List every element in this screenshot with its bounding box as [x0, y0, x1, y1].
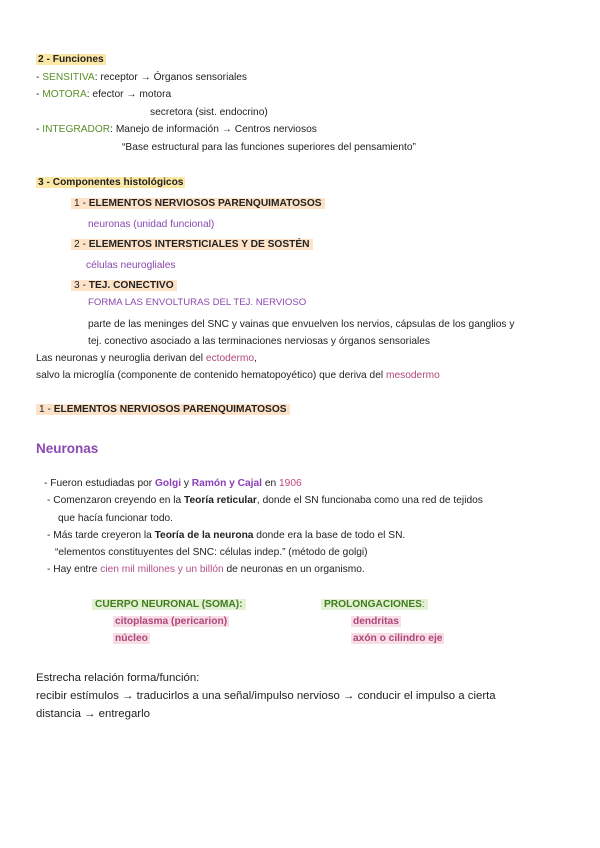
item2-heading: [71, 238, 313, 252]
neuronas-bullet-2: [47, 494, 483, 508]
parenq-num: 1 -: [39, 404, 51, 415]
item1-heading: [71, 197, 325, 211]
dendritas: dendritas: [353, 616, 399, 627]
neuronas-bullet-4: [47, 563, 365, 577]
year-1906: 1906: [279, 478, 302, 489]
cuerpo-neuronal-title: [92, 598, 246, 612]
parenquimatosos-heading: [36, 403, 290, 417]
cuerpo-item-2: [113, 632, 150, 646]
item3-heading: [71, 279, 177, 293]
neuronas-bullet-3: [47, 529, 405, 543]
item3-title: TEJ. CONECTIVO: [88, 280, 174, 291]
neuronas-bullet-1: [44, 477, 302, 491]
golgi: Golgi: [155, 478, 182, 489]
item3-desc-1: parte de las meninges del SNC y vainas que envuelven los nervios, cápsulas de los ganglios y: [88, 319, 515, 330]
b3-text: - Más tarde creyeron la: [47, 530, 155, 541]
item2-sub: células neurogliales: [86, 260, 176, 271]
b1-text: - Fueron estudiadas por: [44, 478, 155, 489]
item2-title: ELEMENTOS INTERSTICIALES Y DE SOSTÉN: [88, 239, 310, 250]
item3-sub: FORMA LAS ENVOLTURAS DEL TEJ. NERVIOSO: [88, 297, 307, 308]
dash: -: [36, 124, 43, 135]
integrador-line: [36, 123, 317, 137]
integrador-label: INTEGRADOR: [42, 124, 111, 135]
ectodermo: ectodermo: [205, 353, 255, 364]
ramon-y-cajal: Ramón y Cajal: [191, 478, 263, 489]
b2-text: - Comenzaron creyendo en la: [47, 495, 185, 506]
componentes-title: 3 - Componentes histológicos: [38, 177, 184, 188]
parenq-title: ELEMENTOS NERVIOSOS PARENQUIMATOSOS: [53, 404, 287, 415]
item3-num: 3 -: [74, 280, 86, 291]
prolong-title-text: PROLONGACIONES: [324, 599, 422, 610]
teoria-reticular: Teoría reticular: [184, 495, 257, 506]
origin2-text: salvo la microglía (componente de contenido hematopoyético) que deriva del: [36, 370, 386, 381]
b4-rest: de neuronas en un organismo.: [223, 564, 365, 575]
item1-num: 1 -: [74, 198, 86, 209]
axon: axón o cilindro eje: [353, 633, 443, 644]
neuronas-bullet-2-cont: que hacía funcionar todo.: [58, 513, 173, 524]
motora-text: : efector → motora: [86, 89, 172, 100]
sensitiva-label: SENSITIVA: [42, 72, 95, 83]
teoria-neurona: Teoría de la neurona: [154, 530, 254, 541]
funciones-heading: [36, 53, 106, 67]
funciones-title: 2 - Funciones: [38, 54, 104, 65]
cien-mil-millones: cien mil millones y un billón: [100, 564, 224, 575]
origin-line-1: [36, 352, 257, 366]
neuronas-heading: Neuronas: [36, 441, 99, 456]
estimulos-line: recibir estímulos → traducirlos a una señal/impulso nervioso → conducir el impulso a cierta: [36, 690, 496, 702]
origin1-comma: ,: [254, 353, 257, 364]
mesodermo: mesodermo: [385, 370, 440, 381]
nucleo: núcleo: [115, 633, 148, 644]
motora-line: [36, 88, 171, 102]
secretora-line: secretora (sist. endocrino): [150, 107, 268, 118]
cuerpo-title-text: CUERPO NEURONAL (SOMA):: [92, 599, 246, 610]
origin-line-2: [36, 369, 440, 383]
b4-text: - Hay entre: [47, 564, 101, 575]
prolong-item-1: [351, 615, 401, 629]
citoplasma: citoplasma (pericarion): [115, 616, 228, 627]
cuerpo-item-1: [113, 615, 229, 629]
sensitiva-text: : receptor → Órganos sensoriales: [94, 72, 248, 83]
entregarlo-line: distancia → entregarlo: [36, 708, 150, 720]
item1-sub: neuronas (unidad funcional): [88, 219, 215, 230]
prolong-colon: :: [421, 599, 425, 610]
b1-y: y: [181, 478, 192, 489]
item1-title: ELEMENTOS NERVIOSOS PARENQUIMATOSOS: [88, 198, 322, 209]
neuronas-bullet-3-cont: “elementos constituyentes del SNC: células indep.” (método de golgi): [55, 547, 368, 558]
integrador-text: : Manejo de información → Centros nerviosos: [110, 124, 317, 135]
b3-rest: donde era la base de todo el SN.: [253, 530, 406, 541]
forma-funcion-line: Estrecha relación forma/función:: [36, 672, 200, 684]
sensitiva-line: [36, 71, 247, 85]
prolongaciones-title: [321, 598, 428, 612]
motora-label: MOTORA: [42, 89, 87, 100]
dash: -: [36, 89, 43, 100]
b2-rest: , donde el SN funcionaba como una red de tejidos: [256, 495, 483, 506]
origin1-text: Las neuronas y neuroglia derivan del: [36, 353, 206, 364]
integrador-quote: “Base estructural para las funciones superiores del pensamiento”: [122, 142, 416, 153]
item2-num: 2 -: [74, 239, 86, 250]
prolong-item-2: [351, 632, 444, 646]
item3-desc-2: tej. conectivo asociado a las terminaciones nerviosas y órganos sensoriales: [88, 336, 431, 347]
dash: -: [36, 72, 43, 83]
b1-en: en: [262, 478, 280, 489]
componentes-heading: [36, 176, 185, 190]
